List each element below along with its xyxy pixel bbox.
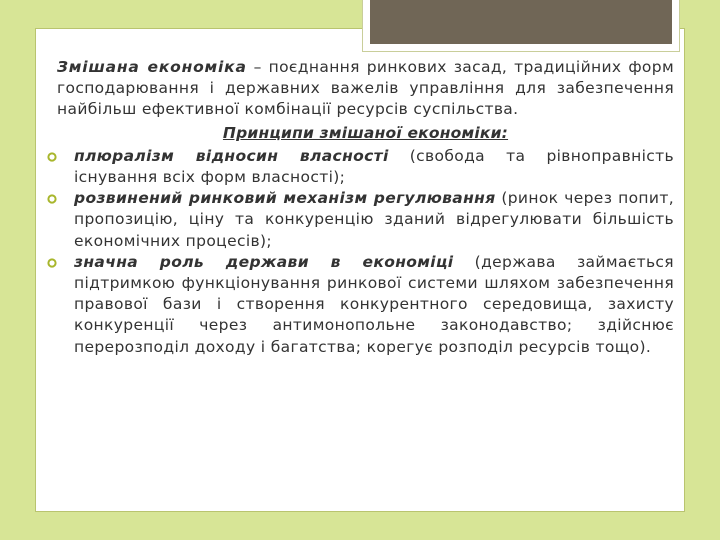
principle-term: плюралізм відносин власності — [74, 146, 389, 165]
principle-item-pluralism — [57, 146, 674, 188]
principle-item-market-mechanism — [57, 188, 674, 252]
principle-text: (ринок через попит, пропозицію, ціну та конкуренцію зданий відрегулювати більшість економічних процесів); — [74, 189, 674, 250]
principle-item-state-role — [57, 252, 674, 358]
hollow-circle-bullet-icon — [47, 194, 57, 204]
principle-term: розвинений ринковий механізм регулювання — [74, 189, 496, 208]
principles-heading: Принципи змішаної економіки: — [222, 123, 509, 142]
definition-text: – поєднання ринкових засад, традиційних форм господарювання і державних важелів управління для забезпечення найбільш ефективної комбінації ресурсів суспільства. — [57, 58, 674, 119]
principle-text: (свобода та рівноправність існування всіх форм власності); — [74, 146, 674, 187]
hollow-circle-bullet-icon — [47, 152, 57, 162]
title-tab — [362, 0, 680, 52]
principle-text: (держава займається підтримкою функціонування ринкової системи шляхом забезпечення правової бази і створення конкурентного середовища, захисту конкуренції через антимонопольне законодавство; здійснює перерозподіл доходу і багатства; корегує розподіл ресурсів тощо). — [74, 252, 674, 356]
principle-term: значна роль держави в економіці — [74, 252, 454, 271]
title-tab-fill — [370, 0, 672, 44]
definition-term: Змішана економіка — [57, 58, 247, 76]
principles-list — [57, 146, 674, 358]
hollow-circle-bullet-icon — [47, 258, 57, 268]
definition-paragraph — [57, 57, 674, 121]
slide-content — [57, 57, 674, 358]
